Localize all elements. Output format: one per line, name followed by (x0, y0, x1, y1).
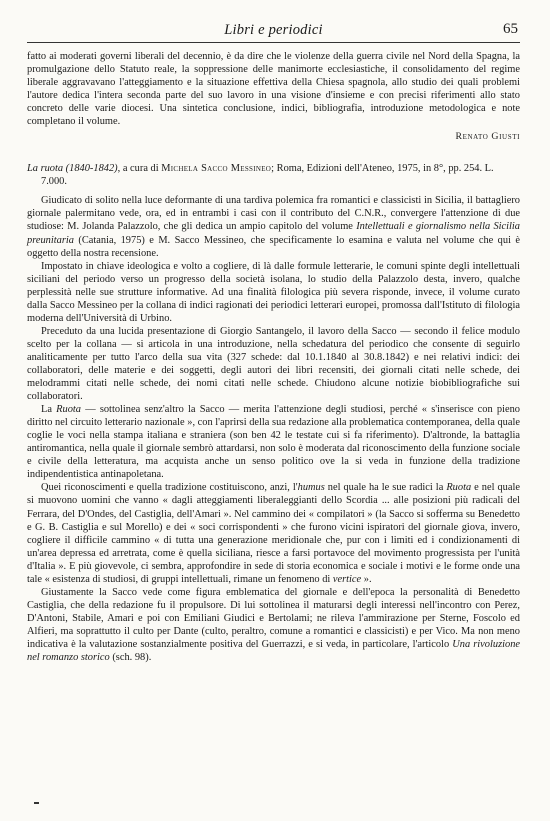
page-header (27, 20, 520, 43)
periodical-title: Ruota (56, 404, 81, 416)
paragraph-text: La (41, 404, 57, 416)
emphasized-term: vertice (332, 573, 362, 585)
page-number: 65 (503, 21, 518, 37)
running-title: Libri e periodici (224, 22, 323, 38)
book-title: La ruota (1840-1842) (27, 163, 118, 175)
review-paragraph-1 (27, 194, 520, 259)
paragraph-text: — sottolinea senz'altro la Sacco — merita l'attenzione degli studiosi, perché « s'inserisce con pieno diritto nel circuito letterario nazionale », con l'aprirsi della sua redazione alla problematica contemporanea, della quale coglie le voci nella stampa italiana e straniera (son ben 42 le testate cui si fa riferimento). D'altronde, la battaglia antiromantica, nella quale il giornale sembrò attardarsi, non solo è moderata dal riconoscimento della funzione sociale e civile della letteratura, ma acquista anche un senso politico ove la si veda in funzione della tradizione indipendentistica antinapoletana. (27, 404, 520, 481)
review-citation (27, 162, 520, 188)
review-paragraph-6 (27, 586, 520, 664)
paragraph-text: (sch. 98). (109, 652, 152, 664)
printer-mark (34, 802, 39, 804)
paragraph-text: ». (361, 573, 372, 585)
book-editor: Michela Sacco Messineo (161, 163, 272, 175)
page-body (27, 50, 520, 664)
review-closing-paragraph: fatto ai moderati governi liberali del decennio, è da dire che le violenze della guerra civile nel Nord della Spagna, la promulgazione dello Statuto reale, la soppressione delle manimorte ecclesiastiche, il consolidamento del regime liberale aggravavano l'atteggiamento e la situazione effettiva della Chiesa spagnola, allo studio dei quali problemi l'autore dedica l'intera seconda parte del suo lavoro in una visione d'insieme e con precisi riferimenti allo stato concreto delle varie diocesi. Una sintetica conclusione, indici, bibliografia, introduzione metodologica e note completano il volume. (27, 51, 520, 128)
paragraph-text: Quei riconoscimenti e quella tradizione costituiscono, anzi, l' (41, 482, 298, 494)
cited-work-title: Intellettuali e giornalismo nella Sicilia preunitaria (27, 221, 520, 246)
emphasized-term: humus (297, 482, 325, 494)
paragraph-text: e nel quale si muovono uomini che vanno « dagli atteggiamenti liberaleggianti dello Scordia ... alle posizioni più radicali del Ferrara, del D'Ondes, del Castiglia, dell'Amari ». Nel cammino dei « compilatori » (la Sacco si sofferma su Benedetto e G. B. Castiglia e sul Morello) e dei « soci corrispondenti » che furono vicini ispiratori del giornale giova, invero, cogliere il difficile cammino « di tutta una generazione meridionale che, pur con i limiti ed i condizionamenti di un'area depressa ed arretrata, come è quella siciliana, riesce a farsi portavoce del movimento progressista per l'unità d'Italia ». E più giovevole, ci sembra, approfondire in sede di storia economica e sociale i motivi e le forme onde una tale « esistenza di studiosi, di gruppi intellettuali, rimane un fenomeno di (27, 482, 520, 585)
review-paragraph-3: Preceduto da una lucida presentazione di Giorgio Santangelo, il lavoro della Sacco — secondo il felice modulo scelto per la collana — si articola in una introduzione, nella schedatura del periodico che consente di seguirlo analiticamente per tutto l'arco della sua vita (327 schede: dal 10.1.1840 al 30.8.1842) e nei relativi indici: dei collaboratori, delle materie e dei soggetti, degli autori dei libri recensiti, dei giornali citati nelle schede, dei melodrammi citati nelle schede, dei nomi citati nelle schede. Chiudono alcune notizie biobibliografiche sui collaboratori. (27, 325, 520, 403)
article-title: Una rivoluzione nel romanzo storico (27, 638, 520, 664)
review-signature: Renato Giusti (455, 131, 520, 143)
paragraph-text: nel quale ha le sue radici la (324, 482, 447, 494)
citation-publication-details: ; Roma, Edizioni dell'Ateneo, 1975, in 8°, pp. 254. L. 7.000. (41, 163, 494, 188)
review-paragraph-2: Impostato in chiave ideologica e volto a cogliere, di là dalle formule letterarie, le comuni spinte degli intellettuali siciliani del periodo verso un progresso della società isolana, lo studio della Palazzolo desta, invero, qualche perplessità nelle sue strutture informative. Ad una finalità filologica più severa risponde, invece, il volume curato dalla Sacco Messineo per la collana di indici ragionati dei periodici letterari europei, promossa dall'Istituto di filologia moderna dell'Università di Urbino. (27, 260, 520, 324)
paragraph-text: Giustamente la Sacco vede come figura emblematica del giornale e dell'epoca la personalità di Benedetto Castiglia, che della redazione fu il propulsore. Di lui sottolinea il maturarsi degli interessi nell'incontro con Perez, D'Antoni, Stabile, Amari e poi con Emiliani Giudici e Bertolami; ne rileva l'ammirazione per Sterne, Foscolo ed Alfieri, ma soprattutto il culto per Dante (culto, peraltro, comune a romantici e classicisti) e per Vico. Ma non meno indicativa è la valutazione sostanzialmente positiva del Guerrazzi, e si veda, in particolare, l'articolo (27, 586, 520, 650)
citation-connector: , a cura di (117, 163, 162, 175)
review-paragraph-4 (27, 403, 520, 481)
review-paragraph-5 (27, 481, 520, 585)
periodical-title: Ruota (446, 482, 472, 494)
paragraph-text: (Catania, 1975) e M. Sacco Messineo, che specificamente lo esamina e valuta nel volume che qui è oggetto della nostra recensione. (27, 234, 520, 259)
paragraph-text: Giudicato di solito nella luce deformante di una tardiva polemica fra romantici e classicisti in Sicilia, il battagliero giornale palermitano vede, ora, ed in entrambi i casi con il contributo del C.N.R., convergere l'attenzione di due studiose: M. Jolanda Palazzolo, che gli dedica un ampio capitolo del volume (27, 195, 520, 233)
